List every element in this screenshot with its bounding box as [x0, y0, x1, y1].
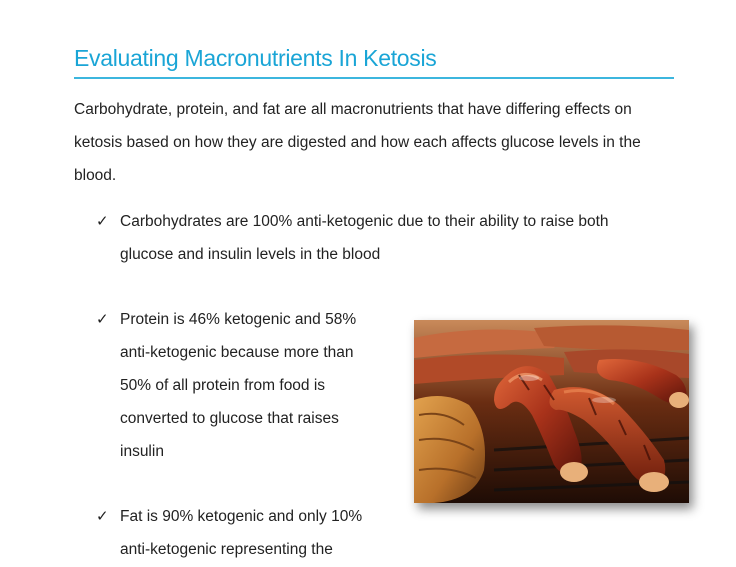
checkmark-icon: ✓: [96, 212, 109, 230]
grilled-sausages-photo: [414, 320, 689, 503]
bullet-text: Protein is 46% ketogenic and 58% anti-ketogenic because more than 50% of all protein from food is converted to glucose that raises insulin: [120, 311, 357, 460]
intro-paragraph: Carbohydrate, protein, and fat are all macronutrients that have differing effects on ketosis based on how they are digested and how each affects glucose levels in the blood.: [74, 101, 641, 184]
checkmark-icon: ✓: [96, 310, 109, 328]
bullet-text: Carbohydrates are 100% anti-ketogenic due to their ability to raise both glucose and insulin levels in the blood: [120, 213, 609, 263]
checkmark-icon: ✓: [96, 507, 109, 525]
section-heading: Evaluating Macronutrients In Ketosis: [74, 42, 674, 79]
bullet-text: Fat is 90% ketogenic and only 10% anti-ketogenic representing the: [120, 508, 363, 558]
